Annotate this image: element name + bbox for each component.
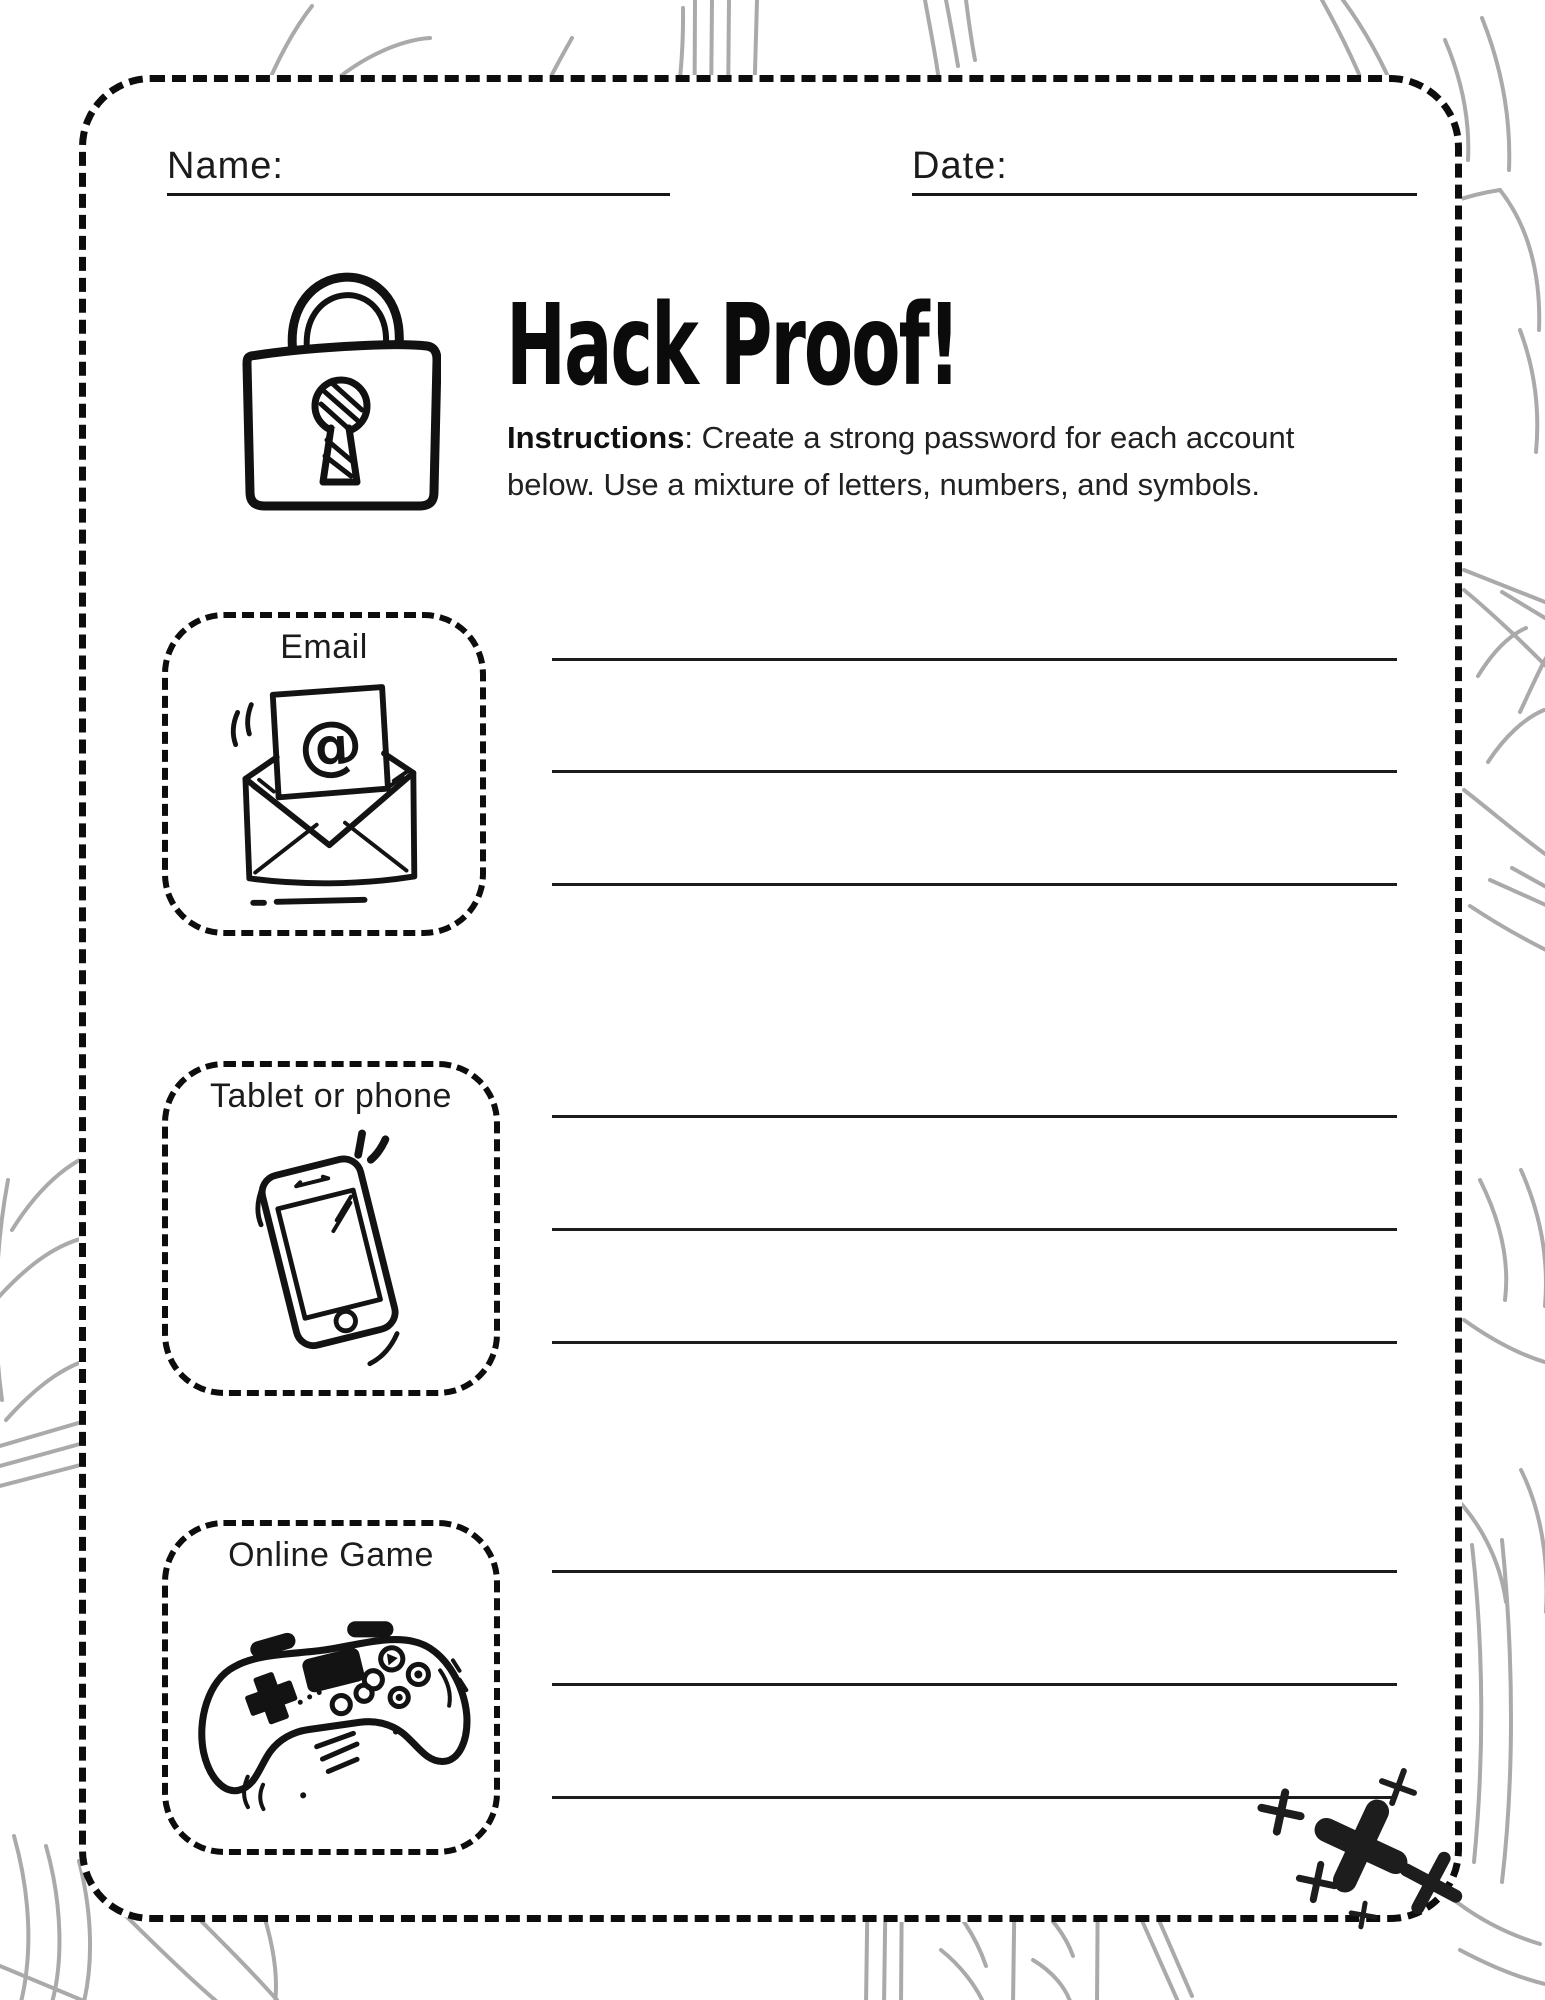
game-password-line-1 [552,1570,1397,1573]
section-game-label: Online Game [228,1536,434,1574]
worksheet-card [79,75,1462,1922]
section-tablet-label: Tablet or phone [210,1077,452,1115]
email-password-line-1 [552,658,1397,661]
name-label: Name: [167,145,284,187]
padlock-icon [241,234,441,519]
instructions-label: Instructions [507,420,685,455]
at-symbol-glyph: @ [295,706,365,785]
tablet-password-line-3 [552,1341,1397,1344]
email-password-line-3 [552,883,1397,886]
instructions [507,414,1294,508]
tablet-password-line-1 [552,1115,1397,1118]
section-game-box [162,1520,500,1855]
email-password-line-2 [552,770,1397,773]
game-controller-icon [180,1589,482,1819]
instructions-line1 [507,414,1294,461]
tablet-phone-icon [231,1116,431,1388]
tablet-password-line-2 [552,1228,1397,1231]
game-password-line-2 [552,1683,1397,1686]
name-fill-line [167,193,670,196]
section-email-label: Email [280,628,368,666]
plus-cross-doodles-icon [1235,1750,1545,1980]
instructions-line1-text: : Create a strong password for each account [684,420,1295,455]
date-label: Date: [912,145,1008,187]
date-fill-line [912,193,1417,196]
instructions-line2: below. Use a mixture of letters, numbers, and symbols. [507,467,1260,502]
email-envelope-icon [222,669,427,914]
section-email-box [162,612,486,936]
page-title: Hack Proof! [506,281,959,411]
section-tablet-box [162,1061,500,1396]
